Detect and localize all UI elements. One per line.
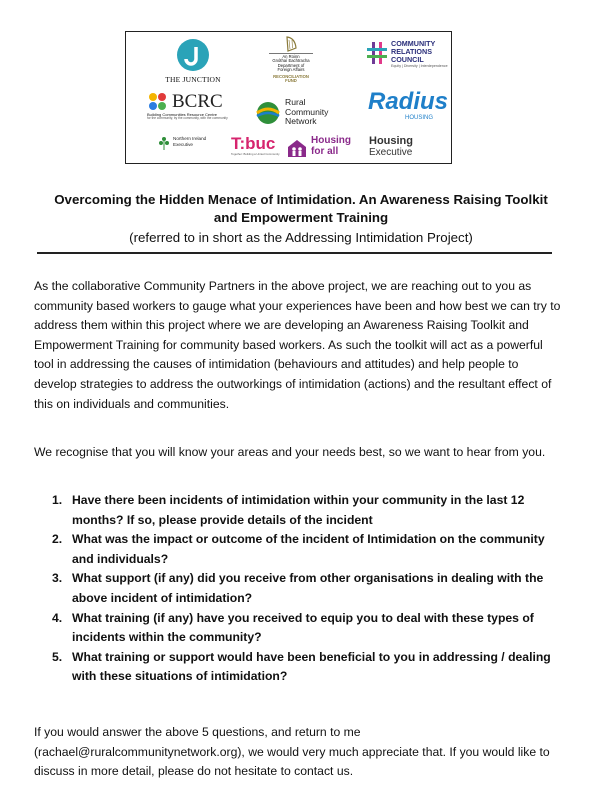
- question-item: [34, 491, 564, 530]
- closing-paragraph: If you would answer the above 5 questions, and return to me (rachael@ruralcommunitynetwork.org), we would very much appreciate that. If you would like to discuss in more detail, please do not hesitate to contact us.: [34, 725, 550, 779]
- nie-flax-icon: [158, 136, 170, 150]
- question-number: 1.: [52, 493, 63, 507]
- tbuc-tag: Together: Building a United Community: [231, 152, 280, 156]
- rcn-line2: Community: [285, 106, 329, 117]
- title-divider: [37, 252, 552, 254]
- junction-logo: [158, 38, 228, 84]
- hfa-line1: Housing: [311, 135, 351, 146]
- housing-for-all-logo: [287, 136, 357, 157]
- ni-executive-logo: [158, 136, 228, 147]
- document-subtitle: (referred to in short as the Addressing Intimidation Project): [129, 230, 473, 245]
- rcn-logo: [256, 98, 346, 127]
- bcrc-dots-icon: [147, 92, 169, 112]
- crc-tagline: Equity | Diversity | Interdependence: [391, 64, 448, 68]
- hx-line2: Executive: [369, 147, 413, 158]
- rf-line4: Foreign Affairs: [277, 67, 305, 73]
- question-number: 4.: [52, 610, 63, 625]
- rf-line3: Department of: [277, 62, 305, 68]
- radius-name: Radius: [367, 88, 448, 115]
- bcrc-logo: [147, 92, 243, 120]
- question-text: What training or support would have been beneficial to you in addressing / dealing with these situations of intimidation?: [72, 649, 551, 684]
- rf-fund1: RECONCILIATION: [273, 73, 309, 79]
- crc-logo: [367, 40, 451, 69]
- title-line-2: and Empowerment Training: [213, 210, 389, 225]
- crc-line3: COUNCIL: [391, 55, 424, 64]
- question-number: 2.: [52, 532, 63, 547]
- crc-line1: COMMUNITY: [391, 39, 436, 48]
- tbuc-logo: [231, 135, 283, 156]
- junction-name: THE JUNCTION: [165, 75, 221, 84]
- harp-icon: [284, 36, 298, 52]
- family-icon: [287, 138, 307, 158]
- question-text: What support (if any) did you receive from other organisations in dealing with the above incident of intimidation?: [72, 571, 544, 605]
- bcrc-sub: Building Communities Resource Centre: [147, 111, 218, 117]
- recognise-paragraph: We recognise that you will know your areas and your needs best, so we want to hear from you.: [34, 445, 546, 459]
- question-text: Have there been incidents of intimidation within your community in the last 12 months? If so, please provide details of the incident: [72, 493, 525, 527]
- question-number: 3.: [52, 571, 63, 586]
- question-item: [34, 648, 564, 687]
- rcn-line3: Network: [285, 116, 317, 126]
- rf-line1: An Roinn: [282, 54, 300, 59]
- questions-list: [34, 491, 564, 687]
- document-title: [20, 191, 582, 227]
- radius-logo: [365, 89, 451, 121]
- intro-paragraph: As the collaborative Community Partners in the above project, we are reaching out to you as community based workers to gauge what your experiences have been and how best we can try to address them within this project where we are developing an Awareness Raising Toolkit and Empowerment Training for community based workers. As such the toolkit will act as a powerful tool in addressing the causes of intimidation (behaviours and attitudes) and help people to develop strategies to address the outworkings of intimidation (actions) and the resultant effect of this on individuals and communities.: [34, 279, 561, 411]
- question-item: [34, 569, 564, 608]
- hx-line1: Housing: [369, 135, 413, 147]
- housing-executive-logo: [369, 136, 439, 158]
- rf-line2: Gnóthaí Eachtracha: [272, 58, 310, 64]
- junction-j-icon: [176, 38, 210, 72]
- question-number: 5.: [52, 649, 63, 664]
- question-text: What was the impact or outcome of the incident of Intimidation on the community and individuals?: [72, 532, 545, 566]
- crc-hash-icon: [367, 42, 387, 64]
- bcrc-name: BCRC: [172, 91, 223, 112]
- question-text: What training (if any) have you received to equip you to deal with these types of incidents within the community?: [72, 610, 534, 645]
- rcn-globe-icon: [256, 101, 280, 125]
- crc-line2: RELATIONS: [391, 47, 432, 56]
- nie-line2: Executive: [173, 141, 193, 147]
- partner-logos-panel: [125, 31, 452, 164]
- rf-fund2: FUND: [285, 78, 297, 84]
- radius-sub: HOUSING: [405, 115, 434, 121]
- tbuc-name: T:buc: [231, 134, 276, 153]
- bcrc-tag: for the community, by the community, with the community: [147, 116, 228, 121]
- title-line-1: Overcoming the Hidden Menace of Intimidation. An Awareness Raising Toolkit: [54, 192, 548, 207]
- question-item: [34, 530, 564, 569]
- rcn-line1: Rural: [285, 97, 306, 107]
- reconciliation-fund-logo: [260, 36, 322, 83]
- nie-line1: Northern Ireland: [173, 136, 207, 141]
- hfa-line2: for all: [311, 145, 339, 157]
- question-item: [34, 609, 564, 648]
